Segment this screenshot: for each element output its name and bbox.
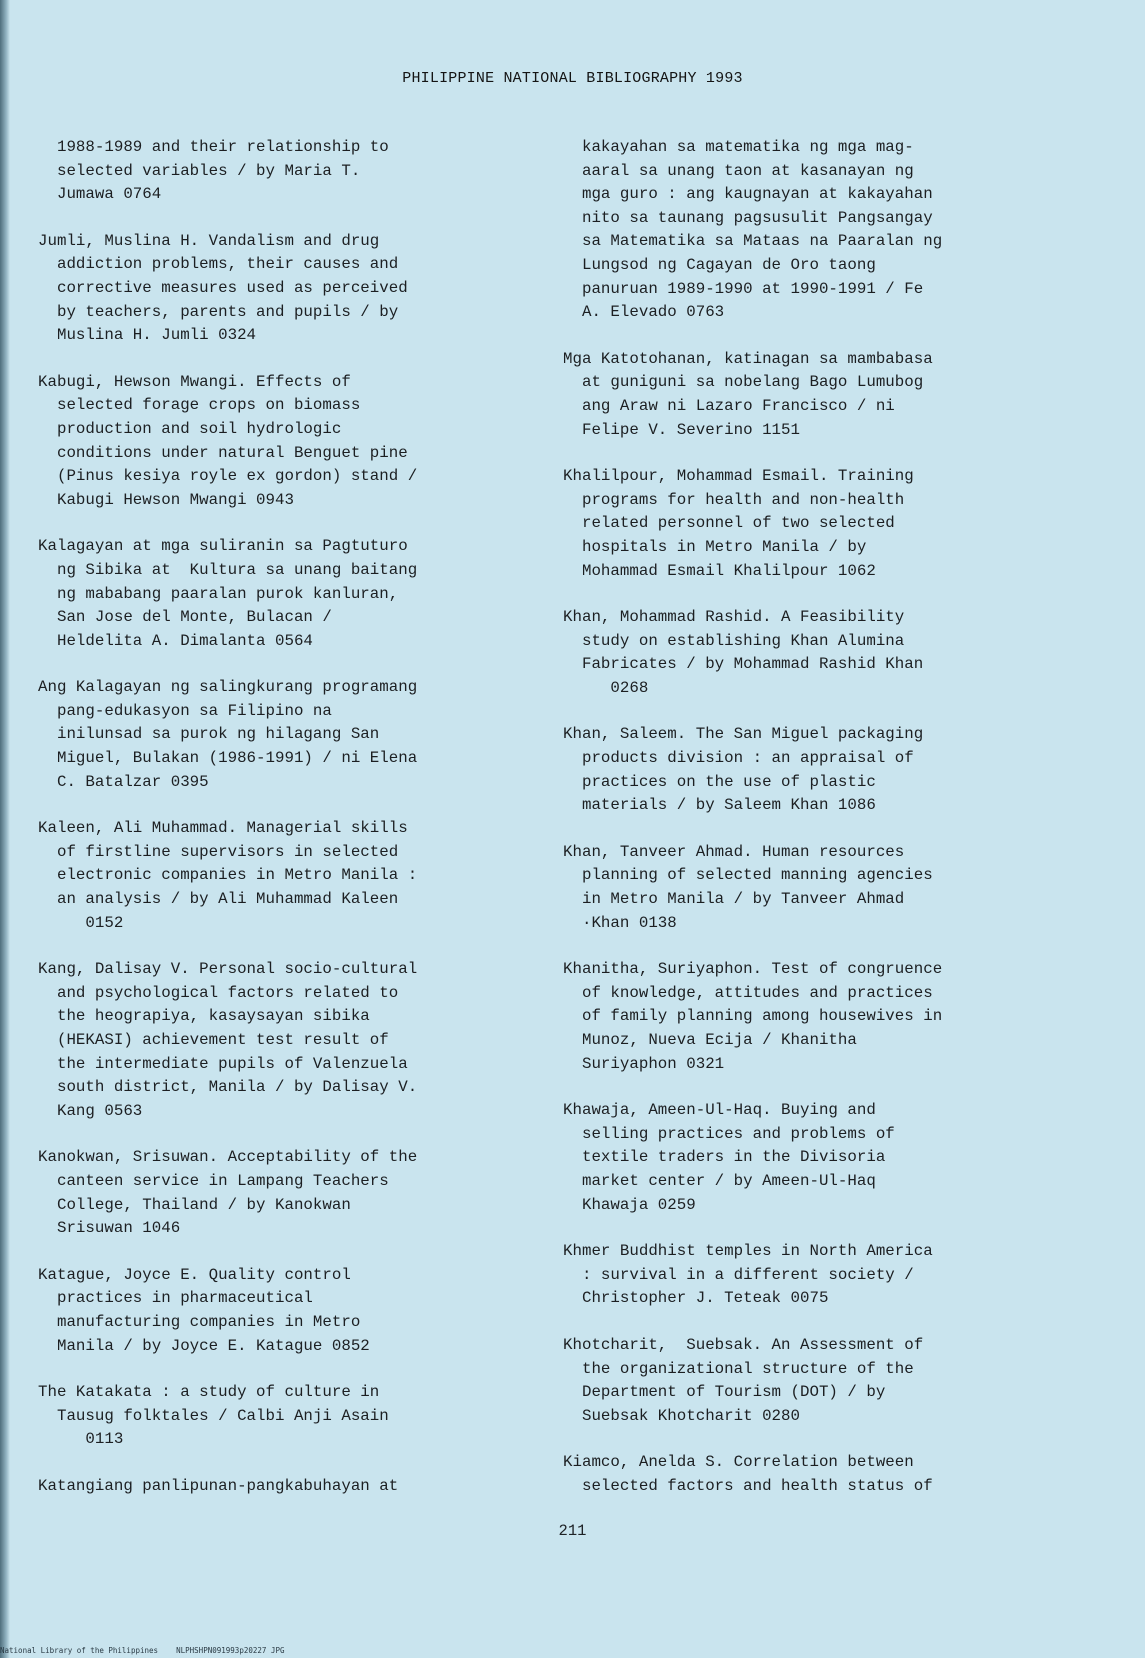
- bibliography-entry: Kang, Dalisay V. Personal socio-cultural and psychological factors related to the heograpiya, kasaysayan sibika (HEKASI) achievement test result of the intermediate pupils of Valenzuela south district, Manila / by Dalisay V. Kang 0563: [38, 960, 418, 1120]
- bibliography-entry: Khmer Buddhist temples in North America : survival in a different society / Christopher J. Teteak 0075: [563, 1242, 933, 1308]
- bibliography-entry: Kalagayan at mga suliranin sa Pagtuturo ng Sibika at Kultura sa unang baitang ng mababang paaralan purok kanluran, San Jose del Monte, Bulacan / Heldelita A. Dimalanta 0564: [38, 537, 418, 650]
- bibliography-entry: Khan, Tanveer Ahmad. Human resources planning of selected manning agencies in Metro Manila / by Tanveer Ahmad ·Khan 0138: [563, 842, 933, 932]
- left-column: [38, 136, 518, 1522]
- scan-source-note: National Library of the Philippines NLPHSHPN091993p20227 JPG: [0, 1646, 285, 1655]
- bibliography-entry: kakayahan sa matematika ng mga mag- aaral sa unang taon at kasanayan ng mga guro : ang kaugnayan at kakayahan nito sa taunang pagsusulit Pangsangay sa Matematika sa Mataas na Paaralan ng Lungsod ng Cagayan de Oro taong panuruan 1989-1990 at 1990-1991 / Fe A. Elevado 0763: [581, 138, 943, 322]
- bibliography-entry: Kiamco, Anelda S. Correlation between selected factors and health status of: [563, 1453, 933, 1495]
- page-number: 211: [558, 1522, 587, 1540]
- bibliography-entry: Khawaja, Ameen-Ul-Haq. Buying and selling practices and problems of textile traders in the Divisoria market center / by Ameen-Ul-Haq Khawaja 0259: [563, 1101, 895, 1214]
- bibliography-entry: 1988-1989 and their relationship to selected variables / by Maria T. Jumawa 0764: [56, 138, 389, 204]
- bibliography-entry: Kanokwan, Srisuwan. Acceptability of the canteen service in Lampang Teachers College, Thailand / by Kanokwan Srisuwan 1046: [38, 1148, 418, 1238]
- bibliography-entry: Khalilpour, Mohammad Esmail. Training programs for health and non-health related personnel of two selected hospitals in Metro Manila / by Mohammad Esmail Khalilpour 1062: [563, 467, 914, 580]
- bibliography-entry: Katague, Joyce E. Quality control practices in pharmaceutical manufacturing companies in Metro Manila / by Joyce E. Katague 0852: [38, 1265, 370, 1355]
- bibliography-entry: Kaleen, Ali Muhammad. Managerial skills of firstline supervisors in selected electronic companies in Metro Manila : an analysis / by Ali Muhammad Kaleen 0152: [38, 819, 418, 932]
- scan-binding-edge: [0, 0, 10, 1658]
- right-column: [563, 136, 1041, 1522]
- bibliography-entry: Kabugi, Hewson Mwangi. Effects of selected forage crops on biomass production and soil hydrologic conditions under natural Benguet pine (Pinus kesiya royle ex gordon) stand / Kabugi Hewson Mwangi 0943: [38, 372, 418, 509]
- bibliography-entry: Ang Kalagayan ng salingkurang programang pang-edukasyon sa Filipino na inilunsad sa purok ng hilagang San Miguel, Bulakan (1986-1991) / ni Elena C. Batalzar 0395: [38, 678, 418, 791]
- bibliography-entry: Khanitha, Suriyaphon. Test of congruence of knowledge, attitudes and practices of family planning among housewives in Munoz, Nueva Ecija / Khanitha Suriyaphon 0321: [563, 960, 943, 1073]
- running-title: PHILIPPINE NATIONAL BIBLIOGRAPHY 1993: [402, 70, 743, 87]
- bibliography-entry: Jumli, Muslina H. Vandalism and drug addiction problems, their causes and corrective measures used as perceived by teachers, parents and pupils / by Muslina H. Jumli 0324: [38, 231, 408, 345]
- bibliography-entry: The Katakata : a study of culture in Tausug folktales / Calbi Anji Asain 0113: [38, 1383, 389, 1449]
- bibliography-entry: Mga Katotohanan, katinagan sa mambabasa at guniguni sa nobelang Bago Lumubog ang Araw ni Lazaro Francisco / ni Felipe V. Severino 1151: [563, 349, 933, 439]
- bibliography-entry: Katangiang panlipunan-pangkabuhayan at: [38, 1476, 399, 1495]
- bibliography-entry: Khan, Saleem. The San Miguel packaging products division : an appraisal of practices on the use of plastic materials / by Saleem Khan 1086: [563, 725, 924, 815]
- bibliography-entry: Khotcharit, Suebsak. An Assessment of the organizational structure of the Department of Tourism (DOT) / by Suebsak Khotcharit 0280: [563, 1335, 924, 1425]
- bibliography-entry: Khan, Mohammad Rashid. A Feasibility study on establishing Khan Alumina Fabricates / by Mohammad Rashid Khan 0268: [563, 608, 924, 697]
